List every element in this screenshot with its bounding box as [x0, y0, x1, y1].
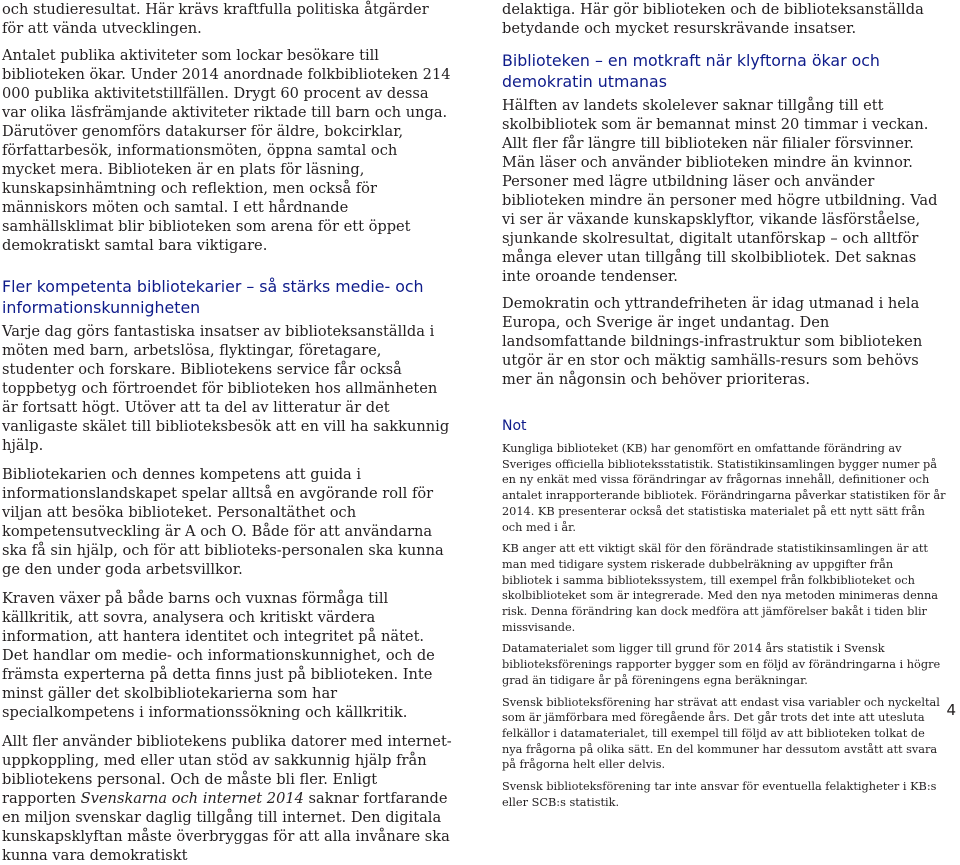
left-column: [2, 0, 454, 865]
note-paragraph: Datamaterialet som ligger till grund för 2014 års statistik i Svensk biblioteksförenings rapporter bygger som en följd av förändringarna i högre grad än tidigare år på föreningens egna beräkningar.: [502, 642, 941, 687]
section-heading: Biblioteken – en motkraft när klyftorna ökar och demokratin utmanas: [502, 51, 880, 91]
page-number: 4: [946, 701, 956, 719]
paragraph: [2, 732, 454, 865]
report-title: Svenskarna och internet 2014: [80, 790, 304, 807]
paragraph: Bibliotekarien och dennes kompetens att guida i informationslandskapet spelar alltså en avgörande roll för viljan att besöka biblioteket. Personaltäthet och kompetensutveckling är A och O. Både för att användarna ska få sin hjälp, och för att biblioteks-personalen ska kunna ge den under goda arbetsvillkor.: [2, 466, 444, 578]
paragraph: Antalet publika aktiviteter som lockar besökare till biblioteken ökar. Under 2014 anordnade folkbiblioteken 214 000 publika aktivitetstillfällen. Drygt 60 procent av dessa var olika läsfrämjande aktiviteter riktade till barn och unga. Därutöver genomförs datakurser för äldre, bokcirklar, författarbesök, informationsmöten, öppna samtal och mycket mera. Biblioteken är en plats för läsning, kunskapsinhämtning och reflektion, men också för människors möten och samtal. I ett hårdnande samhällsklimat blir biblioteken som arena för ett öppet demokratiskt samtal bara viktigare.: [2, 47, 451, 254]
paragraph-text: saknar fortfarande en miljon svenskar daglig tillgång till internet. Den digitala kunskapsklyftan måste överbryggas för att alla invånare ska kunna vara demokratiskt: [2, 790, 450, 864]
paragraph: Kraven växer på både barns och vuxnas förmåga till källkritik, att sovra, analysera och kritiskt värdera information, att hantera identitet och integritet på nätet. Det handlar om medie- och informationskunnighet, och de främsta experterna på detta finns just på biblioteken. Inte minst gäller det skolbibliotekarierna som har specialkompetens i informationssökning och källkritik.: [2, 590, 435, 721]
paragraph: Demokratin och yttrandefriheten är idag utmanad i hela Europa, och Sverige är inget undantag. Den landsomfattande bildnings-infrastruktur som biblioteken utgör är en stor och mäktig samhälls-resurs som behövs mer än någonsin och behöver prioriteras.: [502, 295, 923, 388]
paragraph: delaktiga. Här gör biblioteken och de biblioteksanställda betydande och mycket resurskrävande insatser.: [502, 1, 924, 37]
notes-heading: Not: [502, 418, 527, 434]
paragraph: Hälften av landets skolelever saknar tillgång till ett skolbibliotek som är bemannat minst 20 timmar i veckan. Allt fler får längre till biblioteken när filialer försvinner. Män läser och använder biblioteken mindre än kvinnor. Personer med lägre utbildning läser och använder biblioteken mindre än personer med högre utbildning. Vad vi ser är växande kunskapsklyftor, vikande läsförståelse, sjunkande skolresultat, digitalt utanförskap – och alltför många elever utan tillgång till skolbibliotek. Det saknas inte oroande tendenser.: [502, 97, 938, 285]
right-column: [502, 0, 946, 810]
note-paragraph: Svensk biblioteksförening tar inte ansvar för eventuella felaktigheter i KB:s eller SCB:s statistik.: [502, 780, 937, 809]
note-paragraph: Svensk biblioteksförening har strävat att endast visa variabler och nyckeltal som är jämförbara med föregående års. Det går trots det inte att utesluta felkällor i datamaterialet, till exempel till följd av att biblioteken tolkat de nya frågorna på olika sätt. En del kommuner har dessutom avstått att svara på frågorna helt eller delvis.: [502, 695, 940, 772]
note-paragraph: Kungliga biblioteket (KB) har genomfört en omfattande förändring av Sveriges officiella biblioteksstatistik. Statistikinsamlingen bygger numer på en ny enkät med vissa förändringar av frågornas innehåll, definitioner och antalet inrapporterande bibliotek. Förändringarna påverkar statistiken för år 2014. KB presenterar också det statistiska materialet på ett nytt sätt från och med i år.: [502, 442, 946, 534]
paragraph: och studieresultat. Här krävs kraftfulla politiska åtgärder för att vända utvecklingen.: [2, 1, 429, 37]
note-paragraph: KB anger att ett viktigt skäl för den förändrade statistikinsamlingen är att man med tidigare system riskerade dubbelräkning av uppgifter från bibliotek i samma bibliotekssystem, till exempel från folkbiblioteket och skolbiblioteket som är integrerade. Med den nya metoden minimeras denna risk. Denna förändring kan dock medföra att jämförelser bakåt i tiden blir missvisande.: [502, 542, 939, 634]
paragraph-text: Allt fler använder bibliotekens publika datorer med internet-uppkoppling, med eller utan stöd av sakkunnig hjälp från bibliotekens personal. Och de måste bli fler. Enligt rapporten: [2, 733, 452, 807]
section-heading: Fler kompetenta bibliotekarier – så stärks medie- och informationskunnigheten: [2, 277, 424, 317]
paragraph: Varje dag görs fantastiska insatser av biblioteksanställda i möten med barn, arbetslösa, flyktingar, företagare, studenter och forskare. Bibliotekens service får också toppbetyg och förtroendet för biblioteken hos allmänheten är fortsatt högt. Utöver att ta del av litteratur är det vanligaste skälet till biblioteksbesök att en vill ha sakkunnig hjälp.: [2, 323, 450, 454]
